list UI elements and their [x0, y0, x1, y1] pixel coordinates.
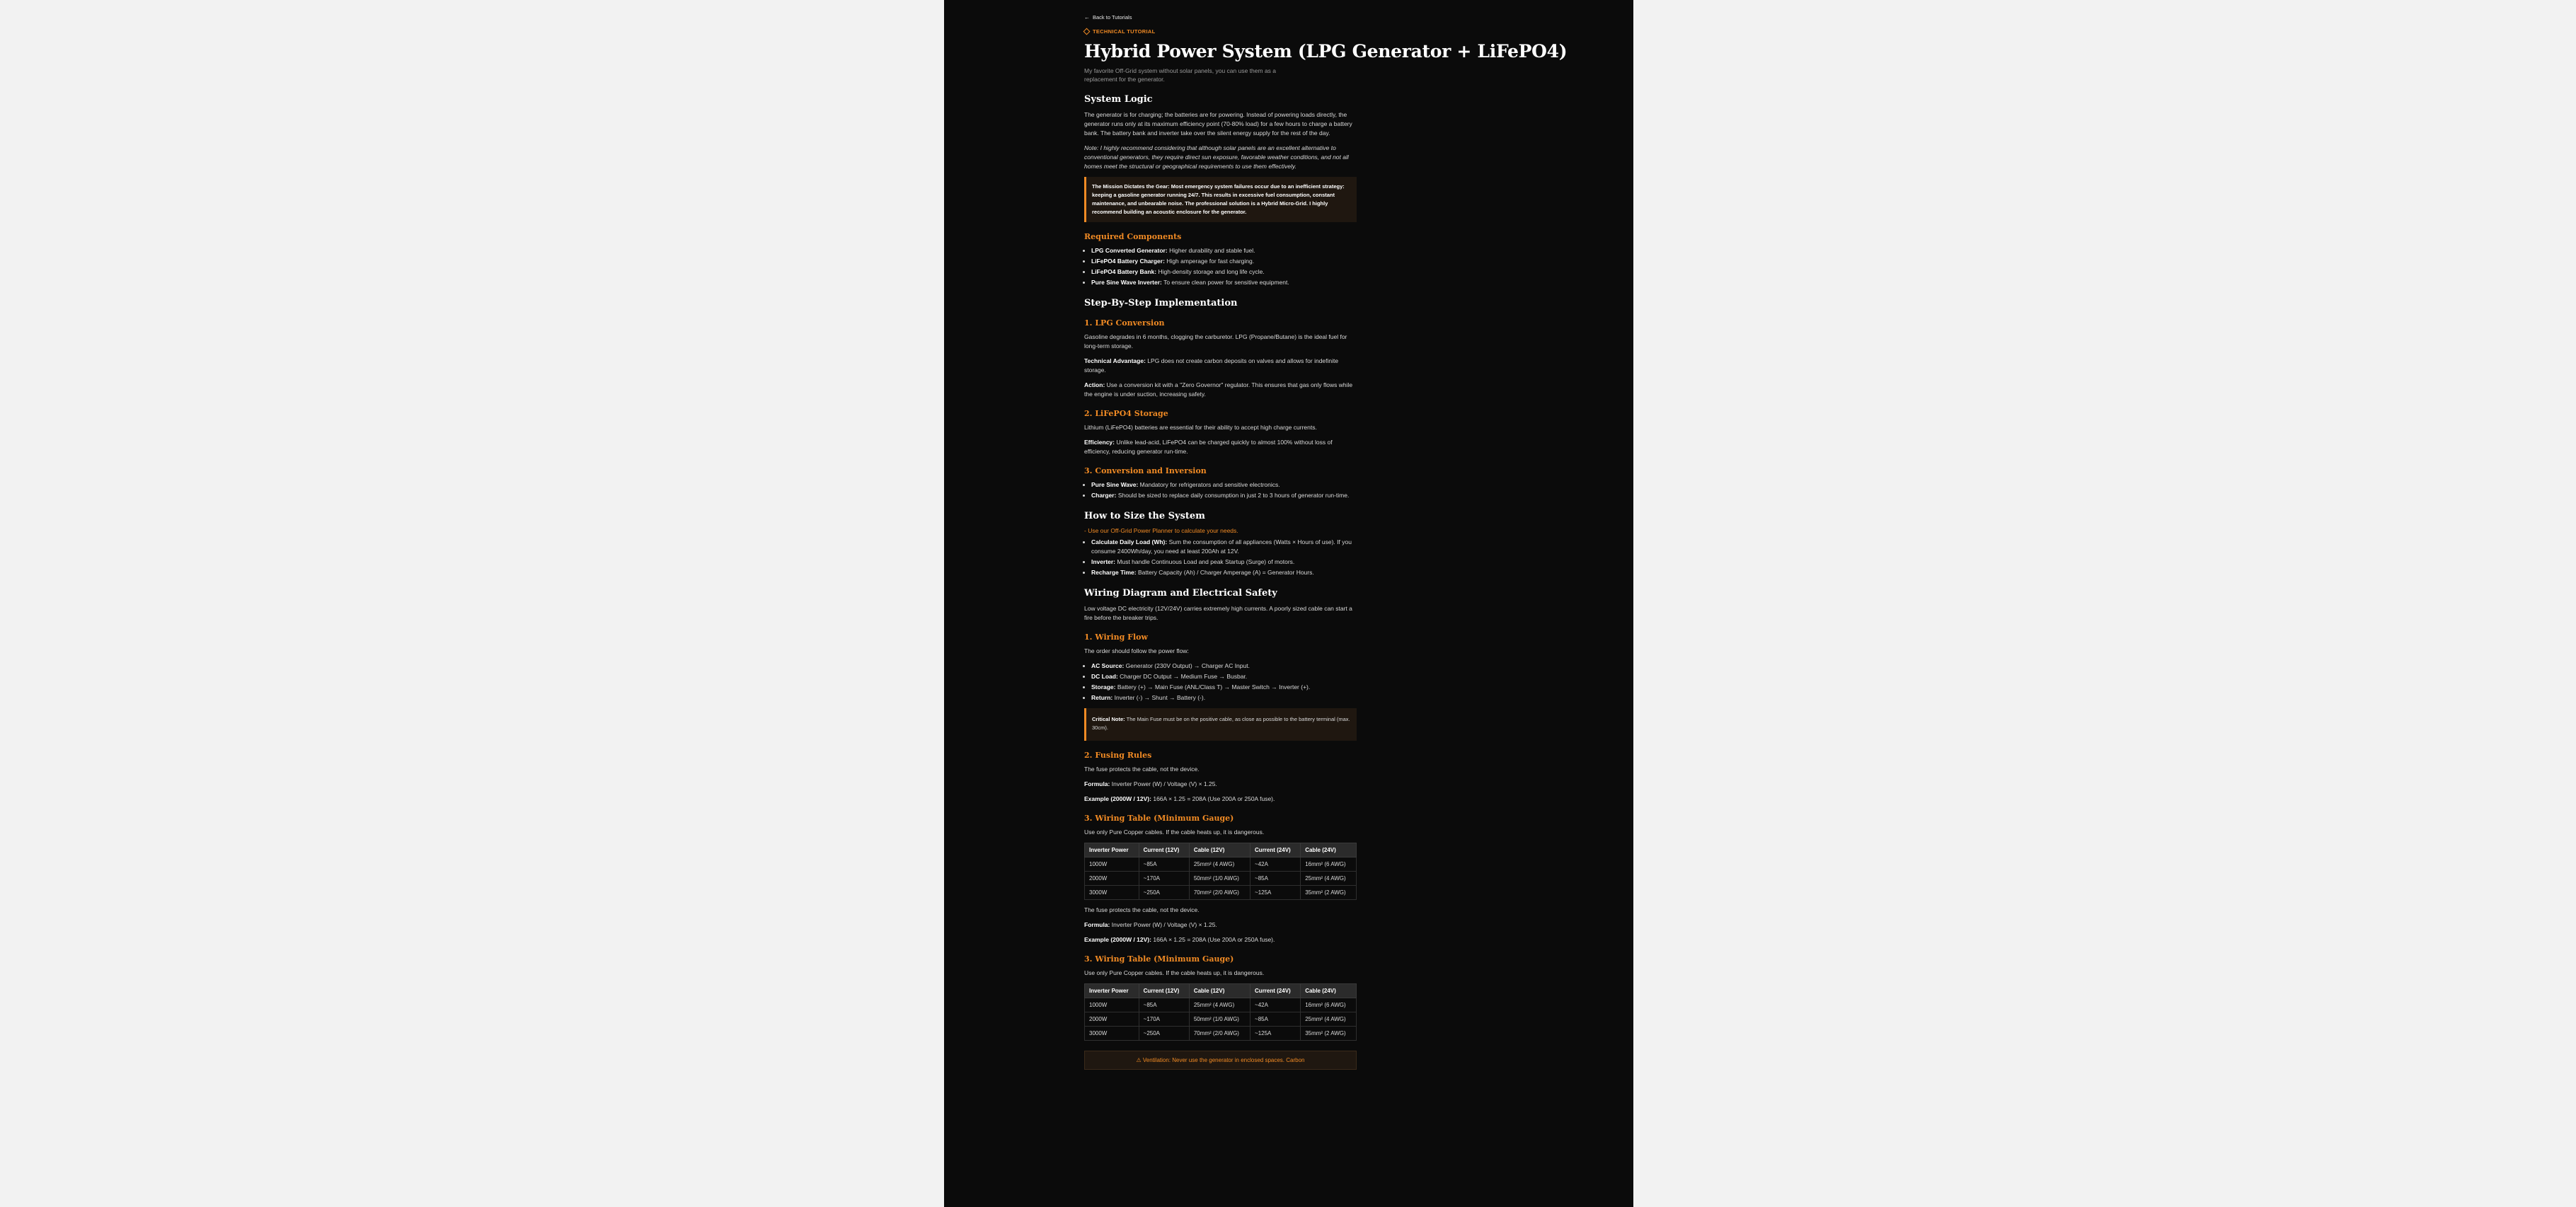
list-item: • AC Source: Generator (230V Output) → Charger AC Input. — [1091, 662, 1357, 671]
heading-fusing: 2. Fusing Rules — [1084, 751, 1152, 760]
table-row: 2000W ~170A 50mm² (1/0 AWG) ~85A 25mm² (4 AWG) — [1085, 1012, 1357, 1027]
table-row: 1000W ~85A 25mm² (4 AWG) ~42A 16mm² (6 AWG) — [1085, 998, 1357, 1012]
list-item: • Charger: Should be sized to replace daily consumption in just 2 to 3 hours of generator run-time. — [1091, 491, 1357, 500]
heading-conversion: 3. Conversion and Inversion — [1084, 466, 1207, 475]
storage-paragraph: Lithium (LiFePO4) batteries are essential for their ability to accept high charge currents. — [1084, 424, 1317, 431]
heading-sizing: How to Size the System — [1084, 511, 1205, 521]
heading-wiring-flow: 1. Wiring Flow — [1084, 633, 1148, 642]
category-tag — [1084, 28, 1357, 35]
conversion-list — [1084, 480, 1357, 500]
heading-steps: Step-By-Step Implementation — [1084, 298, 1238, 308]
callout-text: The Mission Dictates the Gear: Most emergency system failures occur due to an inefficient strategy: keeping a gasoline generator running 24/7. This results in excessive fuel consumption, constant maintenance, and unbearable noise. The professional solution is a Hybrid Micro-Grid. I highly recommend building an acoustic enclosure for the generator. — [1092, 183, 1345, 215]
critical-note-callout — [1084, 708, 1357, 741]
heading-wiring-table: 3. Wiring Table (Minimum Gauge) — [1084, 814, 1234, 823]
heading-wiring-table-repeat: 3. Wiring Table (Minimum Gauge) — [1084, 954, 1234, 964]
list-item: • Pure Sine Wave Inverter: To ensure clean power for sensitive equipment. — [1091, 278, 1357, 287]
arrow-left-icon: ← — [1084, 14, 1090, 21]
list-item: • Storage: Battery (+) → Main Fuse (ANL/Class T) → Master Switch → Inverter (+). — [1091, 683, 1357, 692]
page-title: Hybrid Power System (LPG Generator + LiFePO4) — [1084, 41, 1568, 62]
page-subtitle: My favorite Off-Grid system without solar panels, you can use them as a replacement for the generator. — [1084, 67, 1277, 83]
wiring-table-intro-repeat: Use only Pure Copper cables. If the cable heats up, it is dangerous. — [1084, 969, 1265, 976]
article-page — [944, 0, 1633, 1207]
back-label: Back to Tutorials — [1093, 14, 1132, 21]
critical-note: Critical Note: The Main Fuse must be on the positive cable, as close as possible to the battery terminal (max. 30cm). — [1092, 716, 1350, 731]
diamond-icon — [1083, 28, 1091, 35]
fusing-example-repeat: Example (2000W / 12V): 166A × 1.25 = 208A (Use 200A or 250A fuse). — [1084, 936, 1275, 943]
wiring-table-repeat — [1084, 983, 1357, 1041]
storage-efficiency: Efficiency: Unlike lead-acid, LiFePO4 can be charged quickly to almost 100% without loss of efficiency, reducing generator run-time. — [1084, 439, 1333, 455]
wiring-table — [1084, 843, 1357, 900]
heading-system-logic: System Logic — [1084, 94, 1153, 105]
fusing-formula: Formula: Inverter Power (W) / Voltage (V) × 1.25. — [1084, 780, 1217, 787]
list-item: • Inverter: Must handle Continuous Load and peak Startup (Surge) of motors. — [1091, 558, 1357, 567]
heading-wiring: Wiring Diagram and Electrical Safety — [1084, 588, 1277, 599]
list-item: • LiFePO4 Battery Bank: High-density storage and long life cycle. — [1091, 267, 1357, 277]
heading-lpg: 1. LPG Conversion — [1084, 318, 1165, 328]
list-item: • LiFePO4 Battery Charger: High amperage for fast charging. — [1091, 257, 1357, 266]
list-item: • Pure Sine Wave: Mandatory for refrigerators and sensitive electronics. — [1091, 480, 1357, 490]
wiring-table-intro: Use only Pure Copper cables. If the cable heats up, it is dangerous. — [1084, 828, 1265, 836]
heading-storage: 2. LiFePO4 Storage — [1084, 409, 1168, 418]
fusing-example: Example (2000W / 12V): 166A × 1.25 = 208A (Use 200A or 250A fuse). — [1084, 795, 1275, 802]
article-column — [1084, 11, 1568, 1070]
mission-callout — [1084, 177, 1357, 222]
table-row: 2000W ~170A 50mm² (1/0 AWG) ~85A 25mm² (4 AWG) — [1085, 872, 1357, 886]
table-row: 1000W ~85A 25mm² (4 AWG) ~42A 16mm² (6 AWG) — [1085, 857, 1357, 872]
wiring-intro: Low voltage DC electricity (12V/24V) carries extremely high currents. A poorly sized cable can start a fire before the breaker trips. — [1084, 605, 1352, 621]
list-item: • LPG Converted Generator: Higher durability and stable fuel. — [1091, 246, 1357, 255]
lpg-paragraph: Gasoline degrades in 6 months, clogging the carburetor. LPG (Propane/Butane) is the ideal fuel for long-term storage. — [1084, 333, 1347, 350]
table-row: 3000W ~250A 70mm² (2/0 AWG) ~125A 35mm² (2 AWG) — [1085, 886, 1357, 900]
sizing-list — [1084, 538, 1357, 577]
back-link[interactable] — [1084, 14, 1357, 21]
list-item: • DC Load: Charger DC Output → Medium Fuse → Busbar. — [1091, 672, 1357, 681]
lpg-action: Action: Use a conversion kit with a "Zero Governor" regulator. This ensures that gas only flows while the engine is under suction, increasing safety. — [1084, 381, 1353, 398]
table-header-row: Inverter Power Current (12V) Cable (12V) Current (24V) Cable (24V) — [1085, 843, 1357, 857]
solar-note: Note: I highly recommend considering that although solar panels are an excellent alternative to conventional generators, they require direct sun exposure, favorable weather conditions, and not all homes meet the structural or geographical requirements to use them effectively. — [1084, 144, 1349, 170]
planner-link[interactable]: - Use our Off-Grid Power Planner to calculate your needs. — [1084, 527, 1238, 534]
tag-label: TECHNICAL TUTORIAL — [1093, 28, 1156, 35]
list-item: • Calculate Daily Load (Wh): Sum the consumption of all appliances (Watts × Hours of use). If you consume 2400Wh/day, you need at least 200Ah at 12V. — [1091, 538, 1357, 556]
table-header-row: Inverter Power Current (12V) Cable (12V) Current (24V) Cable (24V) — [1085, 984, 1357, 998]
wiring-flow-list — [1084, 662, 1357, 703]
list-item: • Return: Inverter (-) → Shunt → Battery (-). — [1091, 693, 1357, 703]
list-item: • Recharge Time: Battery Capacity (Ah) / Charger Amperage (A) = Generator Hours. — [1091, 568, 1357, 577]
components-list — [1084, 246, 1357, 287]
fusing-paragraph-repeat: The fuse protects the cable, not the device. — [1084, 906, 1200, 913]
fusing-paragraph: The fuse protects the cable, not the device. — [1084, 766, 1200, 773]
lpg-advantage: Technical Advantage: LPG does not create carbon deposits on valves and allows for indefinite storage. — [1084, 357, 1339, 374]
fusing-formula-repeat: Formula: Inverter Power (W) / Voltage (V) × 1.25. — [1084, 921, 1217, 928]
heading-components: Required Components — [1084, 232, 1182, 241]
table-row: 3000W ~250A 70mm² (2/0 AWG) ~125A 35mm² (2 AWG) — [1085, 1027, 1357, 1041]
wiring-flow-intro: The order should follow the power flow: — [1084, 647, 1189, 654]
system-logic-paragraph: The generator is for charging; the batteries are for powering. Instead of powering loads directly, the generator runs only at its maximum efficiency point (70-80% load) for a few hours to charge a battery bank. The battery bank and inverter take over the silent energy supply for the rest of the day. — [1084, 111, 1352, 137]
ventilation-warning: ⚠ Ventilation: Never use the generator in enclosed spaces. Carbon — [1084, 1051, 1357, 1070]
